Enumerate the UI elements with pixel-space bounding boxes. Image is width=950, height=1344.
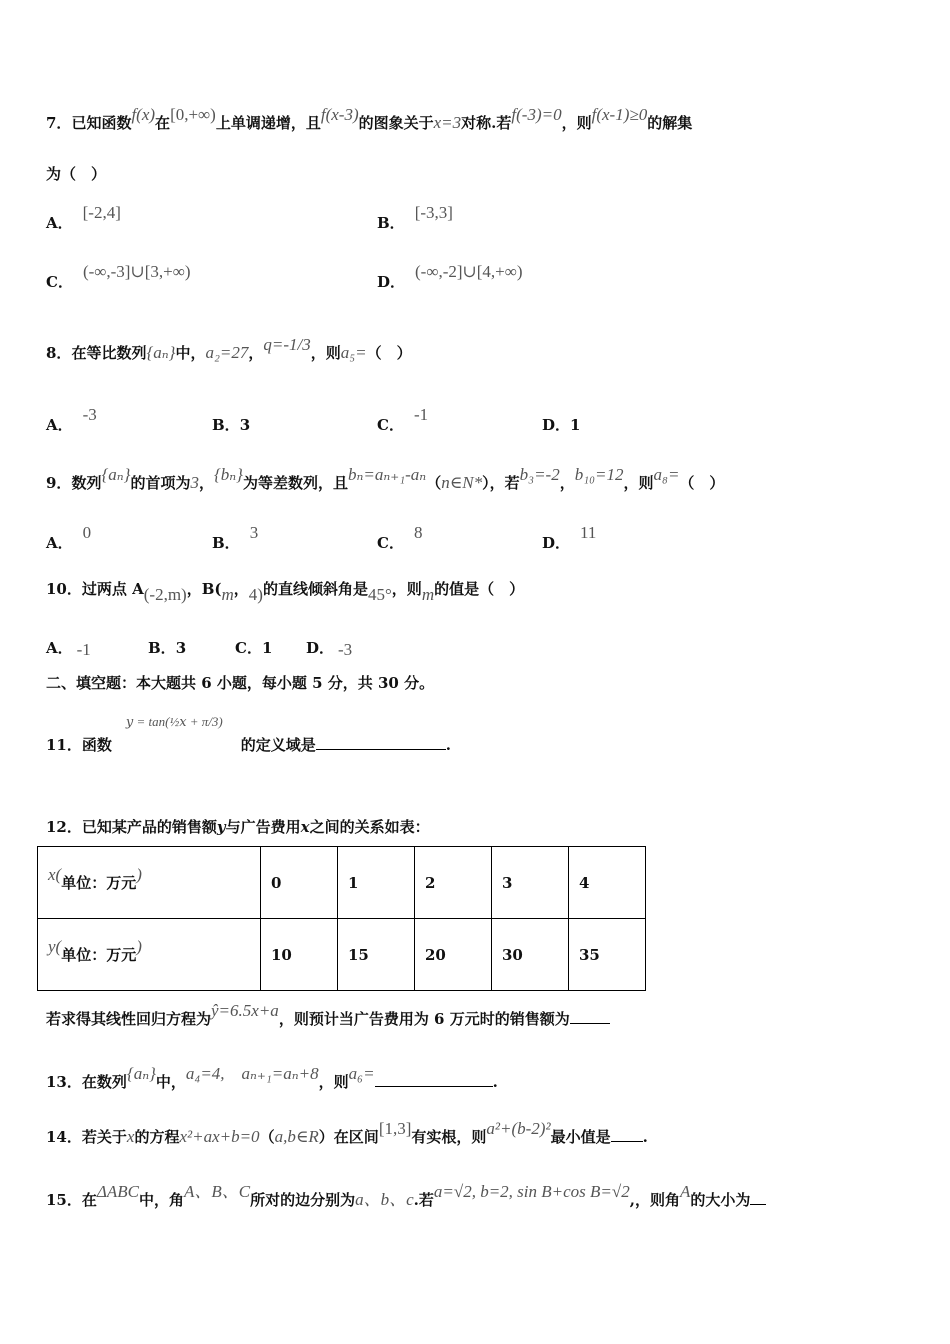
q12-text-5: ，则预计当广告费用为 6 万元时的销售额为	[278, 1010, 570, 1028]
q11-text-3: .	[445, 736, 452, 754]
q7-text-3: 上单调递增，且	[215, 114, 321, 132]
q9-option-a: A．0	[46, 523, 92, 552]
q15-text-2: 中，角	[138, 1191, 184, 1209]
q8-math-seq: {aₙ}	[146, 343, 176, 362]
q8-math-q: q=-1/3	[263, 335, 311, 354]
q7-math-interval: [0,+∞)	[170, 105, 216, 124]
q8-text-1: 在等比数列	[71, 344, 147, 362]
q9-text-5: （	[426, 474, 442, 492]
table-cell: 10	[261, 919, 338, 991]
table-cell: 1	[338, 847, 415, 919]
q11-answer-blank	[316, 749, 446, 750]
q8-text-3: ，	[248, 344, 264, 362]
q12-text-3: 之间的关系如表：	[309, 818, 430, 836]
q10-text-5: ，则	[391, 580, 422, 598]
q15-text-5: ,，则角	[629, 1191, 680, 1209]
q13-text-4: .	[492, 1073, 498, 1091]
q10-text-4: 的直线倾斜角是	[262, 580, 368, 598]
q8-math-a2: a₂=27	[205, 343, 249, 362]
q8-math-a5: a₅=	[340, 343, 367, 362]
q12-text-1: 已知某产品的销售额	[81, 818, 217, 836]
q10-text-1: 过两点 A	[81, 580, 144, 598]
q12-text-4: 若求得其线性回归方程为	[46, 1010, 212, 1028]
q7-text-4: 的图象关于	[358, 114, 434, 132]
q14-text-7: .	[642, 1128, 648, 1146]
q11-text-2: 的定义域是	[240, 736, 316, 754]
q10-number: 10．	[46, 580, 82, 598]
q14-math-expression: a²+(b-2)²	[486, 1119, 551, 1138]
q9-text-3: ，	[198, 474, 214, 492]
q7-option-c: C．(-∞,-3]∪[3,+∞)	[46, 262, 191, 291]
q14-text-1: 若关于	[81, 1128, 127, 1146]
q15-text-1: 在	[81, 1191, 97, 1209]
table-row-header-x: x(单位：万元)	[38, 847, 261, 919]
table-cell: 0	[261, 847, 338, 919]
q9-math-bn-def: bₙ=aₙ₊₁-aₙ	[348, 465, 427, 484]
q15-math-sides: a、b、c	[355, 1190, 414, 1209]
q9-option-b: B．3	[212, 523, 259, 552]
q7-math-x3: x=3	[433, 113, 462, 132]
q7-math-f-3: f(-3)=0	[511, 105, 562, 124]
section-2-heading: 二、填空题：本大题共 6 小题，每小题 5 分，共 30 分。	[46, 674, 435, 692]
q13-text-2: 中，	[155, 1073, 186, 1091]
q8-text-4: ，则	[310, 344, 341, 362]
q7-math-ineq: f(x-1)≥0	[591, 105, 648, 124]
table-cell: 15	[338, 919, 415, 991]
table-cell: 30	[492, 919, 569, 991]
q12-var-y: y	[216, 818, 226, 836]
q9-text-8: ，则	[623, 474, 654, 492]
q14-answer-blank	[611, 1141, 643, 1142]
q8-option-d: D．1	[542, 416, 581, 434]
q14-math-ab: a,b∈R	[274, 1127, 319, 1146]
q9-math-b10: b₁₀=12	[574, 465, 624, 484]
q9-option-d: D．11	[542, 523, 597, 552]
q14-number: 14．	[46, 1128, 82, 1146]
q8-option-c: C．-1	[377, 405, 429, 434]
q10-option-c: C．1	[235, 639, 273, 657]
q15-answer-blank	[750, 1204, 766, 1205]
q7-text-2: 在	[155, 114, 171, 132]
question-7-stem	[46, 105, 693, 133]
q15-text-6: 的大小为	[690, 1191, 751, 1209]
q10-option-d: D． -3	[306, 639, 353, 659]
q14-text-6: 最小值是	[550, 1128, 611, 1146]
q8-number: 8．	[46, 344, 72, 362]
q9-option-c: C．8	[377, 523, 423, 552]
q8-option-a: A．-3	[46, 405, 97, 434]
q14-text-3: （	[259, 1128, 275, 1146]
q7-text-8: 为（ ）	[46, 165, 107, 183]
q12-text-2: 与广告费用	[225, 818, 301, 836]
q9-math-3: 3	[190, 473, 199, 492]
q7-text-5: 对称.若	[461, 114, 512, 132]
q14-math-interval: [1,3]	[378, 1119, 412, 1138]
q7-option-b: B．[-3,3]	[377, 203, 453, 232]
q10-option-b: B．3	[148, 639, 187, 657]
q13-number: 13．	[46, 1073, 82, 1091]
q7-math-fx3: f(x-3)	[320, 105, 359, 124]
q10-math-m2: m	[421, 585, 435, 604]
q13-math-a6: a₆=	[348, 1064, 375, 1083]
table-row	[38, 847, 646, 919]
q10-math-45deg: 45°	[367, 585, 392, 604]
q10-math-m: m	[221, 585, 234, 604]
q13-math-recurrence: a₄=4, aₙ₊₁=aₙ+8	[185, 1064, 319, 1083]
q9-text-4: 为等差数列，且	[242, 474, 348, 492]
q15-number: 15．	[46, 1191, 82, 1209]
q15-math-triangle: ΔABC	[96, 1182, 139, 1201]
q12-var-x: x	[300, 818, 310, 836]
q14-text-5: 有实根，则	[411, 1128, 487, 1146]
q14-math-equation: x²+ax+b=0	[179, 1127, 260, 1146]
q9-text-1: 数列	[71, 474, 102, 492]
q9-math-an: {aₙ}	[101, 465, 131, 484]
q12-math-regression: ŷ=6.5x+a	[211, 1001, 279, 1020]
q8-text-2: 中，	[175, 344, 206, 362]
table-cell: 2	[415, 847, 492, 919]
question-9-stem	[46, 465, 725, 493]
q11-text-1: 函数	[81, 736, 112, 754]
q10-math-4: 4)	[248, 585, 263, 604]
question-12-stem	[46, 816, 430, 837]
question-14-stem	[46, 1119, 648, 1147]
q9-math-n: n∈N*	[441, 473, 483, 492]
q13-math-seq: {aₙ}	[126, 1064, 156, 1083]
q9-math-a8: a₈=	[653, 465, 680, 484]
q14-text-2: 的方程	[134, 1128, 180, 1146]
question-10-stem	[46, 578, 525, 604]
q7-text-6: ，则	[561, 114, 592, 132]
q10-math-pointA: (-2,m)	[143, 585, 187, 604]
q8-option-b: B．3	[212, 416, 251, 434]
table-cell: 4	[569, 847, 646, 919]
q10-text-6: 的值是（ ）	[434, 580, 525, 598]
question-12-followup	[46, 1001, 610, 1029]
q7-option-d: D．(-∞,-2]∪[4,+∞)	[377, 262, 523, 291]
q15-text-3: 所对的边分别为	[250, 1191, 356, 1209]
question-13-stem	[46, 1064, 498, 1092]
question-11-stem	[46, 714, 452, 755]
q9-text-9: （ ）	[679, 474, 725, 492]
q10-option-a: A． -1	[46, 639, 91, 659]
q9-text-2: 的首项为	[130, 474, 191, 492]
q9-text-6: ），若	[482, 474, 520, 492]
table-cell: 20	[415, 919, 492, 991]
q9-number: 9．	[46, 474, 72, 492]
q9-text-7: ，	[559, 474, 575, 492]
q10-text-3: ，	[233, 580, 249, 598]
q12-number: 12．	[46, 818, 82, 836]
table-cell: 3	[492, 847, 569, 919]
q10-text-2: ，B(	[186, 580, 222, 598]
q7-number: 7．	[46, 114, 72, 132]
q12-answer-blank	[570, 1023, 610, 1024]
q14-math-x: x	[126, 1127, 135, 1146]
q13-text-1: 在数列	[81, 1073, 127, 1091]
q15-math-angles: A、B、C	[184, 1182, 251, 1201]
table-cell: 35	[569, 919, 646, 991]
question-8-stem	[46, 335, 412, 363]
q9-math-bn: {bₙ}	[213, 465, 243, 484]
q7-option-a: A．[-2,4]	[46, 203, 121, 232]
q13-answer-blank	[375, 1086, 493, 1087]
q8-text-5: （ ）	[366, 344, 412, 362]
q7-math-fx: f(x)	[131, 105, 156, 124]
q15-math-A: A	[679, 1182, 691, 1201]
q7-text-7: 的解集	[647, 114, 693, 132]
q11-math-formula: 𝑦 = tan(½𝑥 + π/3)	[125, 714, 223, 729]
table-row-header-y: y(单位：万元)	[38, 919, 261, 991]
table-row	[38, 919, 646, 991]
data-table	[37, 846, 646, 991]
q7-text-1: 已知函数	[71, 114, 132, 132]
q11-number: 11．	[46, 736, 82, 754]
q15-math-conditions: a=√2, b=2, sin B+cos B=√2	[433, 1182, 630, 1201]
q13-text-3: ，则	[318, 1073, 349, 1091]
q14-text-4: ）在区间	[318, 1128, 379, 1146]
q9-math-b3: b₃=-2	[519, 465, 560, 484]
question-15-stem	[46, 1182, 766, 1210]
q15-text-4: .若	[413, 1191, 434, 1209]
